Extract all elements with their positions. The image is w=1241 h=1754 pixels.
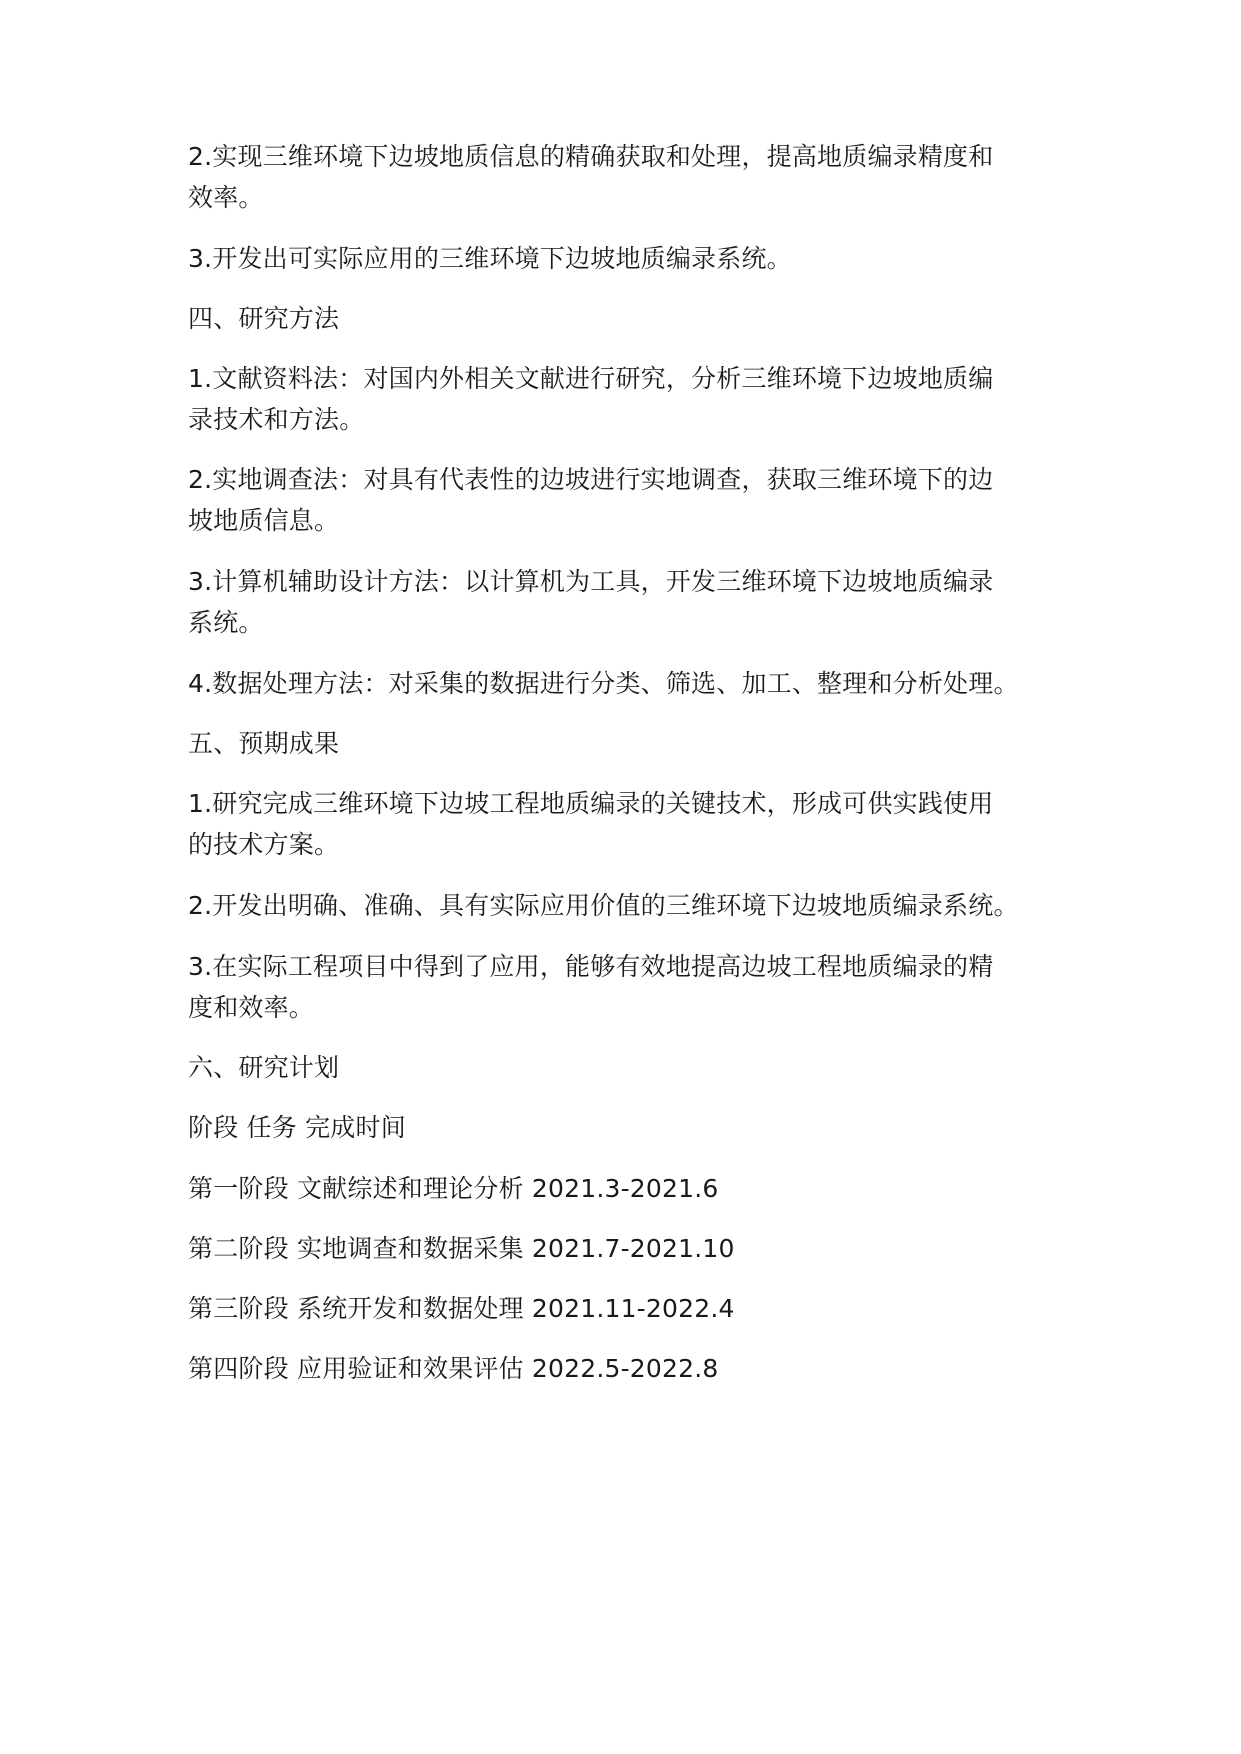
schedule-row: 第三阶段 系统开发和数据处理 2021.11-2022.4 <box>188 1294 735 1323</box>
section-heading: 六、研究计划 <box>188 1053 340 1082</box>
text-line: 3.在实际工程项目中得到了应用，能够有效地提高边坡工程地质编录的精 <box>188 952 994 981</box>
section-heading: 五、预期成果 <box>188 729 340 758</box>
text-line: 2.实地调查法：对具有代表性的边坡进行实地调查，获取三维环境下的边 <box>188 465 994 494</box>
text-line: 系统。 <box>188 608 264 637</box>
section-heading: 四、研究方法 <box>188 304 340 333</box>
text-line: 1.文献资料法：对国内外相关文献进行研究，分析三维环境下边坡地质编 <box>188 364 994 393</box>
text-line: 3.计算机辅助设计方法：以计算机为工具，开发三维环境下边坡地质编录 <box>188 567 994 596</box>
text-line: 坡地质信息。 <box>188 506 340 535</box>
schedule-row: 第一阶段 文献综述和理论分析 2021.3-2021.6 <box>188 1174 719 1203</box>
schedule-row: 第二阶段 实地调查和数据采集 2021.7-2021.10 <box>188 1234 735 1263</box>
text-line: 度和效率。 <box>188 993 315 1022</box>
text-line: 录技术和方法。 <box>188 405 365 434</box>
text-line: 1.研究完成三维环境下边坡工程地质编录的关键技术，形成可供实践使用 <box>188 789 994 818</box>
schedule-header: 阶段 任务 完成时间 <box>188 1113 406 1142</box>
schedule-row: 第四阶段 应用验证和效果评估 2022.5-2022.8 <box>188 1354 719 1383</box>
text-line: 2.开发出明确、准确、具有实际应用价值的三维环境下边坡地质编录系统。 <box>188 891 1019 920</box>
text-line: 的技术方案。 <box>188 830 340 859</box>
text-line: 2.实现三维环境下边坡地质信息的精确获取和处理，提高地质编录精度和 <box>188 142 994 171</box>
text-line: 3.开发出可实际应用的三维环境下边坡地质编录系统。 <box>188 244 792 273</box>
text-line: 效率。 <box>188 183 264 212</box>
text-line: 4.数据处理方法：对采集的数据进行分类、筛选、加工、整理和分析处理。 <box>188 669 1019 698</box>
